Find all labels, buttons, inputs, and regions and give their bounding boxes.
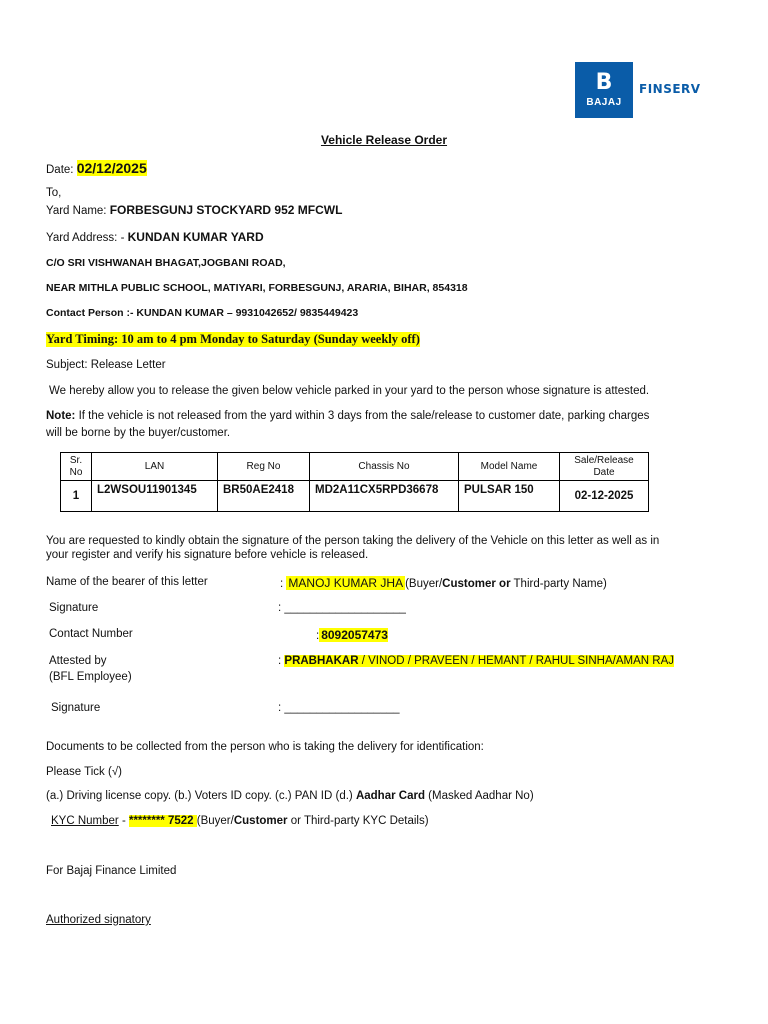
header-sale-release-date: Sale/Release Date bbox=[560, 453, 649, 481]
yard-timing: Yard Timing: 10 am to 4 pm Monday to Saturday (Sunday weekly off) bbox=[46, 332, 420, 346]
header-model-name: Model Name bbox=[459, 453, 560, 481]
yard-address-line bbox=[46, 230, 264, 244]
date-line bbox=[46, 160, 147, 176]
attested-others: / VINOD / PRAVEEN / HEMANT / RAHUL SINHA/AMAN RAJ bbox=[358, 655, 674, 667]
signature-label-2: Signature bbox=[51, 702, 101, 714]
signature-label: Signature bbox=[49, 602, 99, 614]
contact-number-label: Contact Number bbox=[49, 628, 133, 640]
bearer-name: MANOJ KUMAR JHA bbox=[288, 576, 404, 590]
table-row bbox=[61, 481, 649, 512]
note-label: Note: bbox=[46, 410, 76, 422]
cell-sr-no: 1 bbox=[61, 481, 92, 512]
table-header-row bbox=[61, 453, 649, 481]
contact-number: 8092057473 bbox=[321, 628, 388, 642]
attested-label: Attested by bbox=[49, 655, 107, 667]
cell-chassis-no: MD2A11CX5RPD36678 bbox=[310, 481, 459, 512]
header-sr-no: Sr. No bbox=[61, 453, 92, 481]
to-label: To, bbox=[46, 187, 62, 199]
bajaj-logo bbox=[575, 62, 633, 118]
attested-sublabel: (BFL Employee) bbox=[49, 671, 132, 683]
intro-paragraph: We hereby allow you to release the given below vehicle parked in your yard to the person whose signature is attested. bbox=[49, 385, 650, 397]
kyc-value: ******** 7522 bbox=[128, 815, 197, 827]
signature-line-2: : __________________ bbox=[278, 702, 400, 714]
aadhar-card-label: Aadhar Card bbox=[355, 790, 425, 802]
yard-address-value: KUNDAN KUMAR YARD bbox=[127, 230, 264, 244]
contact-person: Contact Person :- KUNDAN KUMAR – 9931042652/ 9835449423 bbox=[46, 307, 359, 319]
bearer-label: Name of the bearer of this letter bbox=[46, 576, 208, 588]
bearer-value: : MANOJ KUMAR JHA (Buyer/Customer or Third-party Name) bbox=[280, 576, 607, 590]
subject-line: Subject: Release Letter bbox=[46, 359, 166, 371]
header-lan: LAN bbox=[92, 453, 218, 481]
date-label: Date: bbox=[46, 164, 77, 176]
bajaj-logo-word: BAJAJ bbox=[586, 97, 622, 108]
yard-address-line3: NEAR MITHLA PUBLIC SCHOOL, MATIYARI, FORBESGUNJ, ARARIA, BIHAR, 854318 bbox=[46, 282, 468, 294]
bajaj-logo-mark: B bbox=[595, 70, 613, 95]
vehicle-table bbox=[60, 452, 649, 512]
header-reg-no: Reg No bbox=[218, 453, 310, 481]
yard-name-line bbox=[46, 203, 342, 217]
header-chassis-no: Chassis No bbox=[310, 453, 459, 481]
yard-name-value: FORBESGUNJ STOCKYARD 952 MFCWL bbox=[109, 203, 343, 217]
contact-number-value: : 8092057473 bbox=[316, 628, 388, 642]
cell-reg-no: BR50AE2418 bbox=[218, 481, 310, 512]
cell-lan: L2WSOU11901345 bbox=[92, 481, 218, 512]
cell-model-name: PULSAR 150 bbox=[459, 481, 560, 512]
attested-name: PRABHAKAR bbox=[284, 655, 359, 667]
authorized-signatory: Authorized signatory bbox=[46, 914, 151, 926]
note-line1 bbox=[46, 410, 649, 422]
request-line1: You are requested to kindly obtain the signature of the person taking the delivery of the Vehicle on this letter as well as in bbox=[46, 535, 660, 547]
date-value: 02/12/2025 bbox=[76, 160, 147, 176]
kyc-line: KYC Number - ******** 7522 (Buyer/Customer or Third-party KYC Details) bbox=[51, 815, 429, 827]
cell-sale-release-date: 02-12-2025 bbox=[560, 481, 649, 512]
kyc-label: KYC Number bbox=[51, 815, 119, 827]
signature-line: : ___________________ bbox=[278, 602, 406, 614]
document-title: Vehicle Release Order bbox=[320, 133, 448, 147]
attested-value: : PRABHAKAR / VINOD / PRAVEEN / HEMANT / RAHUL SINHA/AMAN RAJ bbox=[278, 655, 674, 667]
please-tick: Please Tick (√) bbox=[46, 766, 122, 778]
documents-list: (a.) Driving license copy. (b.) Voters ID copy. (c.) PAN ID (d.) Aadhar Card (Masked Aadhar No) bbox=[46, 790, 534, 802]
finserv-logo-text: FINSERV bbox=[639, 82, 701, 96]
yard-address-line2: C/O SRI VISHWANAH BHAGAT,JOGBANI ROAD, bbox=[46, 257, 286, 269]
documents-line: Documents to be collected from the person who is taking the delivery for identification: bbox=[46, 741, 484, 753]
note-text: If the vehicle is not released from the yard within 3 days from the sale/release to customer date, parking charges bbox=[75, 410, 650, 422]
note-line2: will be borne by the buyer/customer. bbox=[46, 427, 231, 439]
request-line2: your register and verify his signature before vehicle is released. bbox=[46, 549, 369, 561]
yard-address-label: Yard Address: - bbox=[46, 232, 128, 244]
yard-name-label: Yard Name: bbox=[46, 205, 110, 217]
for-company: For Bajaj Finance Limited bbox=[46, 865, 177, 877]
